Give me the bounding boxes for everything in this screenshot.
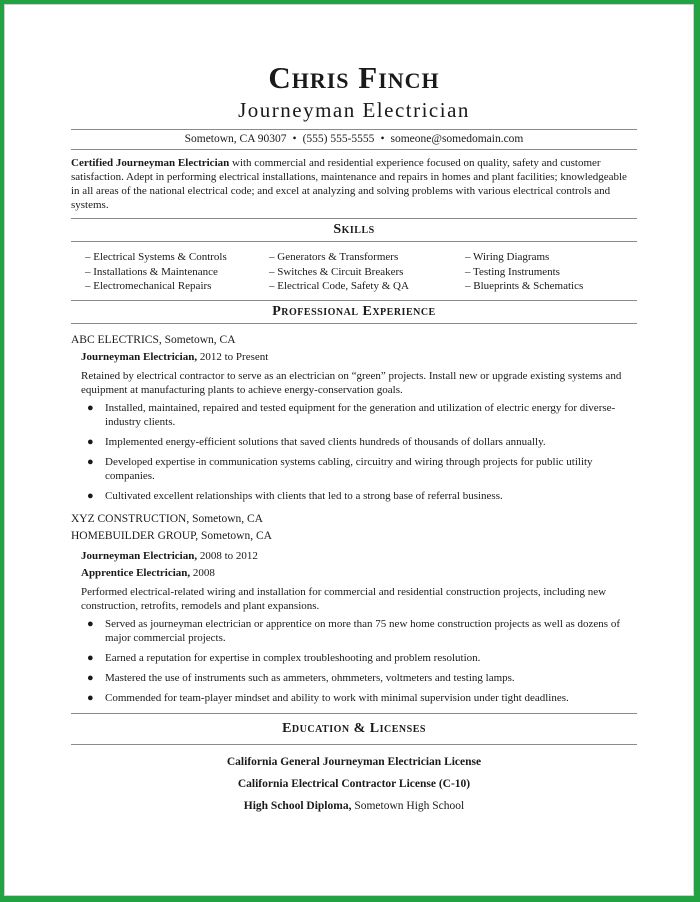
bullet-icon: ●	[87, 435, 94, 448]
education-item: California General Journeyman Electrician License	[226, 755, 482, 768]
list-item: ● Cultivated excellent relationships with clients that led to a strong base of referral business.	[87, 489, 503, 502]
contact-phone: (555) 555-5555	[302, 133, 375, 145]
bullet-separator: •	[380, 133, 385, 145]
skill-item: – Electromechanical Repairs	[85, 280, 212, 292]
skills-list	[71, 250, 637, 294]
list-item: ● Implemented energy-efficient solutions that saved clients hundreds of thousands of dollars annually.	[87, 435, 546, 448]
skills-column-2	[257, 250, 441, 294]
job-role	[71, 349, 637, 366]
contact-location: Sometown, CA 90307	[184, 133, 287, 145]
experience-heading: Professional Experience	[272, 303, 436, 319]
role-dates: 2012 to Present	[197, 350, 269, 363]
job-role	[71, 565, 637, 582]
contact-line	[71, 130, 637, 149]
education-heading: Education & Licenses	[282, 720, 426, 736]
role-dates: 2008 to 2012	[197, 549, 258, 562]
divider	[71, 323, 637, 324]
job-role	[71, 548, 637, 565]
skill-item: – Electrical Systems & Controls	[85, 251, 227, 263]
bullet-separator: •	[292, 133, 297, 145]
list-item: ● Earned a reputation for expertise in complex troubleshooting and problem resolution.	[87, 651, 481, 664]
list-item: ● Commended for team-player mindset and ability to work with minimal supervision under tight deadlines.	[87, 691, 569, 704]
company-name: ABC ELECTRICS, Sometown, CA	[71, 333, 236, 346]
job-description: Retained by electrical contractor to serve as an electrician on “green” projects. Install new or upgrade existing systems and equipment at manufacturing plants to achieve energy-conservation goals.	[81, 369, 622, 396]
skill-item: – Wiring Diagrams	[465, 251, 550, 263]
skill-item: – Switches & Circuit Breakers	[269, 265, 404, 278]
candidate-name: Chris Finch	[268, 60, 440, 95]
job-bullets	[71, 617, 637, 705]
list-item: ● Mastered the use of instruments such as ammeters, ohmmeters, voltmeters and testing lamps.	[87, 671, 515, 684]
resume-page	[4, 4, 694, 896]
bullet-icon: ●	[87, 691, 94, 704]
resume-sheet	[71, 61, 637, 817]
skill-item: – Electrical Code, Safety & QA	[269, 280, 409, 292]
bullet-icon: ●	[87, 489, 94, 502]
bullet-icon: ●	[87, 651, 94, 664]
company-name: HOMEBUILDER GROUP, Sometown, CA	[71, 529, 272, 542]
bullet-icon: ●	[87, 671, 94, 684]
divider	[71, 241, 637, 242]
job-xyz-construction	[71, 511, 637, 705]
list-item: ● Developed expertise in communication systems cabling, circuitry and wiring through projects for public utility companies.	[87, 455, 593, 482]
contact-email[interactable]: someone@somedomain.com	[390, 133, 524, 145]
skills-column-3	[441, 250, 637, 294]
skill-item: – Blueprints & Schematics	[465, 280, 584, 292]
divider	[71, 744, 637, 745]
job-abc-electrics	[71, 332, 637, 503]
bullet-icon: ●	[87, 401, 94, 414]
job-description: Performed electrical-related wiring and installation for commercial and residential construction projects, including new construction, retrofits, remodels and plant expansions.	[81, 585, 607, 612]
skill-item: – Installations & Maintenance	[85, 265, 218, 278]
education-list	[71, 751, 637, 817]
role-title: Journeyman Electrician,	[81, 549, 198, 562]
divider	[71, 149, 637, 150]
role-title: Journeyman Electrician,	[81, 350, 198, 363]
summary-lead: Certified Journeyman Electrician	[71, 157, 230, 169]
role-title: Apprentice Electrician,	[81, 566, 191, 579]
skills-heading: Skills	[333, 222, 375, 237]
skill-item: – Generators & Transformers	[269, 251, 399, 263]
role-dates: 2008	[190, 566, 215, 579]
job-bullets	[71, 401, 637, 503]
education-item: High School Diploma, Sometown High School	[243, 799, 465, 812]
summary-paragraph	[71, 156, 637, 212]
skills-column-1	[71, 250, 257, 294]
candidate-title: Journeyman Electrician	[238, 98, 470, 122]
list-item: ● Installed, maintained, repaired and tested equipment for the generation and utilization of electric energy for diverse-industry clients.	[87, 401, 616, 428]
skill-item: – Testing Instruments	[465, 265, 560, 278]
education-item: California Electrical Contractor License (C-10)	[237, 777, 471, 790]
list-item: ● Served as journeyman electrician or apprentice on more than 75 new home construction projects as well as dozens of major commercial projects.	[87, 617, 620, 644]
bullet-icon: ●	[87, 455, 94, 468]
summary-text: with commercial and residential experience focused on quality, safety and customer satisfaction. Adept in performing electrical installations, maintenance and repairs in homes and plant facilities; knowledgeable in all areas of the national electrical code; and excel at analyzing and solving problems with various electrical controls and systems.	[71, 157, 627, 211]
company-name: XYZ CONSTRUCTION, Sometown, CA	[71, 512, 263, 525]
bullet-icon: ●	[87, 617, 94, 630]
